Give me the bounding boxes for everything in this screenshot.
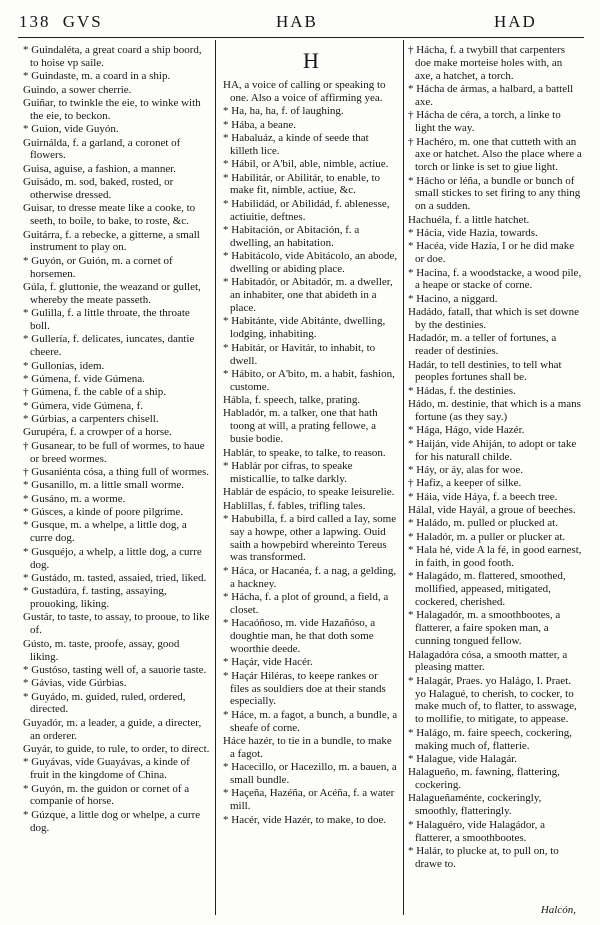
page-header [0,0,600,36]
dictionary-entry: Guisar, to dresse meate like a cooke, to seeth, to boile, to bake, to roste, &c. [23,202,196,228]
dictionary-entry: * Guyádo, m. guided, ruled, ordered, directed. [23,690,186,716]
dictionary-entry: * Gúzque, a little dog or whelpe, a curre dog. [23,808,201,834]
dictionary-entry: Hablillas, f. fables, trifling tales. [223,499,366,512]
dictionary-entry: Gúla, f. gluttonie, the weazand or gullet, whereby the meate passeth. [23,280,201,306]
dictionary-entry: † Gusaniénta cósa, a thing full of wormes. [23,466,210,478]
dictionary-entry: * Háy, or áy, alas for woe. [408,464,523,476]
dictionary-entry: * Gusáno, m. a worme. [23,492,126,505]
dictionary-entry: * Habilidád, or Abilidád, f. ablenesse, actiuitie, deftnes. [223,197,390,223]
dictionary-entry: * Halagádo, m. flattered, smoothed, mollified, appeased, mitigated, cockered, cherished. [408,570,566,609]
dictionary-entry: * Guion, vide Guyón. [23,123,119,136]
dictionary-entry: * Guyón, or Guión, m. a cornet of horsemen. [23,254,173,280]
dictionary-entry: * Guindaste, m. a coard in a ship. [23,70,171,83]
dictionary-entry: Gústo, m. taste, proofe, assay, good liking. [23,637,180,663]
dictionary-entry: Hadadór, m. a teller of fortunes, a reader of destinies. [408,332,557,358]
dictionary-entry: * Gávias, vide Gúrbias. [23,677,127,690]
dictionary-entry: * Haçár, vide Hacér. [223,656,313,669]
dictionary-entry: * Hala hé, vide A la fé, in good earnest, in faith, in good footh. [408,544,582,570]
dictionary-entry: * Hácia, vide Hazia, towards. [408,227,538,240]
catchword: Halcón, [540,904,576,916]
dictionary-entry: * Hádas, f. the destinies. [408,384,516,397]
dictionary-entry: † Gusanear, to be full of wormes, to haue or breed wormes. [23,439,205,465]
column-rule-right [403,40,404,915]
dictionary-entry: * Hábito, or A'bito, m. a habit, fashion, custome. [223,367,395,393]
column-right [408,44,582,914]
dictionary-entry: * Hábil, or A'bil, able, nimble, actiue. [223,158,389,171]
dictionary-entry: * Hacéa, vide Hazía, I or he did make or doe. [408,240,575,266]
dictionary-entry: * Gullería, f. delicates, iuncates, dantie cheere. [23,333,195,359]
dictionary-entry: * Gúmena, f. vide Gúmena. [23,372,145,385]
dictionary-entry: Guiñar, to twinkle the eie, to winke with the eie, to beckon. [23,96,201,122]
dictionary-entry: * Halágo, m. faire speech, cockering, making much of, flatterie. [408,726,573,752]
dictionary-entry: * Háia, vide Háya, f. a beech tree. [408,490,558,503]
dictionary-entry: * Hacina, f. a woodstacke, a wood pile, a heape or stacke of corne. [408,266,582,292]
right-guide-word: HAD [494,12,537,31]
column-middle [223,44,399,914]
dictionary-entry: * Gusanillo, m. a little small worme. [23,479,185,492]
dictionary-entry: * Guyávas, vide Guayávas, a kinde of fruit in the kingdome of China. [23,756,190,782]
dictionary-entry: Gustár, to taste, to assay, to prooue, to like of. [23,611,210,637]
page-number: 138 [19,12,51,31]
dictionary-entry: * Haladór, m. a puller or plucker at. [408,530,566,543]
dictionary-entry: Guisa, aguise, a fashion, a manner. [23,162,177,175]
dictionary-entry: Hábla, f. speech, talke, prating. [223,394,361,407]
dictionary-entry: * Guyón, m. the guidon or cornet of a companie of horse. [23,782,190,808]
dictionary-entry: Háce hazér, to tie in a bundle, to make a fagot. [223,734,392,760]
dictionary-entry: * Gustóso, tasting well of, a sauorie taste. [23,663,207,676]
dictionary-entry: * Ha, ha, ha, f. of laughing. [223,105,344,118]
dictionary-entry: * Haçár Hiléras, to keepe rankes or files as souldiers doe at their stands especially. [223,669,386,708]
section-letter: H [303,48,319,73]
column-left [23,44,210,914]
dictionary-entry: * Hácho or léña, a bundle or bunch of small stickes to set firing to any thing on a sudden. [408,174,581,213]
dictionary-entry: Hadádo, fatall, that which is set downe by the destinies. [408,306,580,332]
dictionary-entry: * Habaluáz, a kinde of seede that killeth lice. [223,131,369,157]
dictionary-entry: Guyár, to guide, to rule, to order, to direct. [23,743,210,756]
left-guide-word: GVS [62,12,103,31]
dictionary-entry: * Hacér, vide Hazér, to make, to doe. [223,813,387,826]
dictionary-entry: Hadár, to tell destinies, to tell what peoples fortunes shall be. [408,358,562,384]
dictionary-entry: Habladór, m. a talker, one that hath toong at will, a prating fellowe, a busie bodie. [223,407,378,446]
dictionary-entry: * Gusquéjo, a whelp, a little dog, a curre dog. [23,545,202,571]
center-guide-word: HAB [276,12,318,31]
dictionary-entry: * Halár, to plucke at, to pull on, to drawe to. [408,844,559,870]
dictionary-entry: Hádo, m. destinie, that which is a mans fortune (as they say.) [408,398,581,424]
dictionary-entry: * Háce, m. a fagot, a bunch, a bundle, a sheafe of corne. [223,708,398,734]
dictionary-entry: Halagueño, m. fawning, flattering, cockering. [408,766,560,792]
dictionary-entry: * Halaguéro, vide Halagádor, a flatterer, a smoothbootes. [408,818,546,844]
dictionary-entry: * Gustadúra, f. tasting, assaying, prouoking, liking. [23,585,167,611]
dictionary-entry: † Gúmena, f. the cable of a ship. [23,386,166,399]
dictionary-entry: * Gulilla, f. a little throate, the throate boll. [23,307,190,333]
page-number-and-left-guide [19,12,103,32]
dictionary-entry: * Hacino, a niggard. [408,292,498,305]
dictionary-entry: * Halagár, Praes. yo Halágo, I. Praet. yo Halagué, to cherish, to cocker, to make much of, to flatter, to asswage, to mollifie, to mitigate, to appease. [408,674,577,726]
dictionary-entry: * Gullonías, idem. [23,359,105,372]
dictionary-entry: * Hába, a beane. [223,118,296,131]
dictionary-entry: Guirnálda, f. a garland, a coronet of flowers. [23,136,181,162]
dictionary-entry: Guisádo, m. sod, baked, rosted, or otherwise dressed. [23,176,174,201]
dictionary-entry: * Gúsces, a kinde of poore pilgrime. [23,506,184,519]
dictionary-entry: Hablár de espácio, to speake leisurelie. [223,486,395,499]
dictionary-entry: * Habitácolo, vide Abitácolo, an abode, dwelling or abiding place. [223,250,398,276]
dictionary-entry: Guindo, a sower cherrie. [23,83,132,96]
dictionary-entry: * Guindaléta, a great coard a ship boord, to hoise vp saile. [23,44,202,69]
dictionary-entry: * Háca, or Hacanéa, f. a nag, a gelding, a hackney. [223,564,397,590]
dictionary-entry: HA, a voice of calling or speaking to one. Also a voice of affirming yea. [223,79,386,104]
dictionary-entry: * Haçeña, Hazéña, or Acéña, f. a water mill. [223,787,395,813]
dictionary-entry: Halagadóra cósa, a smooth matter, a pleasing matter. [408,648,568,674]
dictionary-entry: * Haiján, vide Ahiján, to adopt or take for his naturall childe. [408,437,577,463]
dictionary-entry: * Halagadór, m. a smoothbootes, a flatterer, a faire spoken man, a cunning tongued fellow. [408,609,561,648]
dictionary-entry: † Hachéro, m. one that cutteth with an axe or hatchet. Also the place where a torch or linke is set to giue light. [408,135,582,174]
dictionary-entry: * Habilitár, or Abilitár, to enable, to make fit, nimble, actiue, &c. [223,171,381,197]
dictionary-entry: * Habitación, or Abitación, f. a dwelling, an habitation. [223,223,360,249]
dictionary-entry: Halagueñaménte, cockeringly, smoothly, flatteringly. [408,792,542,818]
dictionary-entry: * Hácha, f. a plot of ground, a field, a closet. [223,591,389,616]
dictionary-entry: * Gustádo, m. tasted, assaied, tried, liked. [23,571,207,584]
dictionary-entry: * Haládo, m. pulled or plucked at. [408,517,558,530]
dictionary-entry: * Hacaóñoso, m. vide Hazañóso, a doughtie man, he that doth some woorthie deede. [223,617,376,655]
dictionary-entry: Gurupéra, f. a crowper of a horse. [23,426,172,439]
dictionary-entry: * Hacecillo, or Hacezillo, m. a bauen, a small bundle. [223,761,397,787]
dictionary-entry: † Hácha de céra, a torch, a linke to light the way. [408,109,561,135]
dictionary-entry: * Habitadór, or Abitadór, m. a dweller, an inhabiter, one that abideth in a place. [223,276,393,315]
dictionary-entry: * Habubilla, f. a bird called a Iay, some say a howpe, other a lapwing. Ouid saith a howpebird whereinto Tereus was transformed. [223,512,397,564]
column-rule-left [215,40,216,915]
dictionary-entry: * Hablár por cifras, to speake misticallie, to talke darkly. [223,459,353,485]
dictionary-entry: Guyadór, m. a leader, a guide, a directer, an orderer. [23,716,202,742]
header-rule [18,37,584,38]
dictionary-entry: * Hácha de ármas, a halbard, a battell axe. [408,83,574,108]
dictionary-entry: † Hafiz, a keeper of silke. [408,477,522,490]
dictionary-entry: Guitárra, f. a rebecke, a gitterne, a small instrument to play on. [23,228,200,254]
dictionary-entry: * Gúmera, vide Gúmena, f. [23,399,144,412]
dictionary-entry: * Gúrbias, a carpenters chisell. [23,413,159,426]
dictionary-entry: Hablár, to speake, to talke, to reason. [223,446,386,459]
dictionary-entry: * Habitánte, vide Abitánte, dwelling, lodging, inhabiting. [223,315,386,341]
dictionary-entry: † Hácha, f. a twybill that carpenters doe make morteise holes with, an axe, a hatchet, a torch. [408,44,565,82]
dictionary-entry: * Gusque, m. a whelpe, a little dog, a curre dog. [23,519,187,545]
dictionary-entry: * Hága, Hágo, vide Hazér. [408,424,525,437]
dictionary-entry: Hachuéla, f. a little hatchet. [408,213,530,226]
dictionary-entry: * Halague, vide Halagár. [408,752,518,765]
dictionary-entry: * Habitár, or Havitár, to inhabit, to dwell. [223,341,376,367]
dictionary-entry: Hálal, vide Hayál, a groue of beeches. [408,504,576,517]
